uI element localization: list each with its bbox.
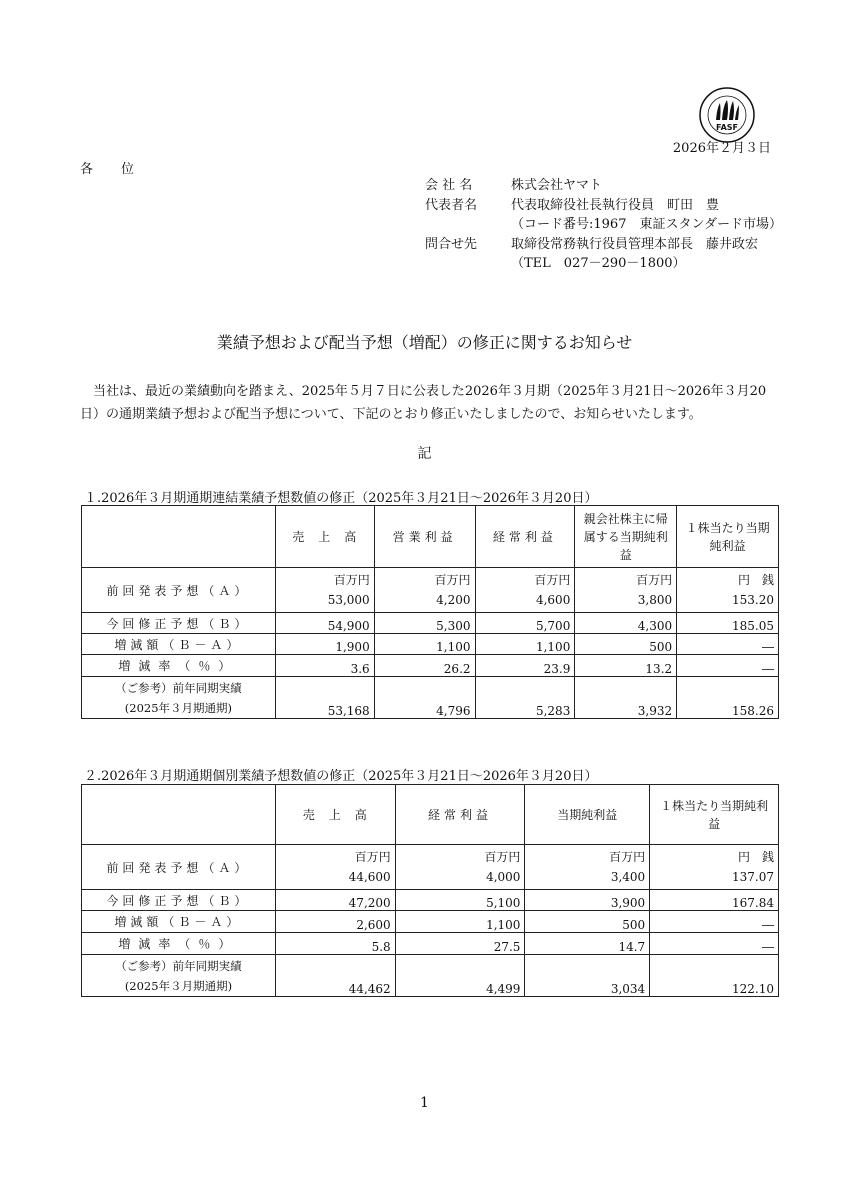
- header-col: 経常利益: [395, 785, 525, 845]
- info-label: [425, 254, 511, 274]
- unit-label: 百万円: [434, 573, 471, 587]
- document-date: 2026年２月３日: [672, 141, 771, 156]
- row-label: 増減額（Ｂ－Ａ）: [82, 634, 276, 655]
- cell-value: 5,100: [395, 890, 525, 911]
- cell-value: 167.84: [650, 890, 779, 911]
- cell-value: 23.9: [475, 655, 575, 677]
- row-label: （ご参考）前年同期実績: [115, 680, 242, 695]
- company-info: [425, 176, 782, 274]
- table-row: [82, 933, 779, 955]
- cell-value: 1,100: [395, 911, 525, 933]
- row-label: 今回修正予想（Ｂ）: [82, 613, 276, 634]
- page-number: 1: [420, 1095, 429, 1111]
- cell-value: 1,100: [475, 634, 575, 655]
- unit-label: 円 銭: [737, 850, 774, 864]
- individual-forecast-table: [81, 784, 779, 997]
- table-header-row: [82, 785, 779, 845]
- table-row: [82, 655, 779, 677]
- cell-value: 3.6: [275, 655, 374, 677]
- cell-value: ―: [650, 911, 779, 933]
- header-col: 売 上 高: [275, 506, 374, 568]
- cell-value: ―: [677, 634, 779, 655]
- table-row: [82, 890, 779, 911]
- unit-label: 百万円: [534, 573, 571, 587]
- cell-value: 53,168: [275, 677, 374, 719]
- header-blank: [82, 785, 276, 845]
- cell-value: 4,796: [374, 677, 475, 719]
- ki-marker: 記: [417, 446, 432, 462]
- cell-value: 5,300: [374, 613, 475, 634]
- row-label: 増減額（Ｂ－Ａ）: [82, 911, 276, 933]
- cell-value: ―: [650, 933, 779, 955]
- fasf-logo: [698, 86, 756, 144]
- table-cell: [575, 568, 677, 613]
- table-cell: [677, 568, 779, 613]
- info-label: 会 社 名: [425, 178, 473, 193]
- cell-value: 5.8: [275, 933, 395, 955]
- row-label: 前回発表予想（Ａ）: [82, 845, 276, 890]
- section1-heading: １.2026年３月期通期連結業績予想数値の修正（2025年３月21日～2026年３月20日）: [84, 491, 598, 506]
- table-cell: [374, 568, 475, 613]
- info-label: [425, 215, 511, 235]
- cell-value: 47,200: [275, 890, 395, 911]
- cell-value: 137.07: [732, 870, 774, 884]
- cell-value: 14.7: [525, 933, 650, 955]
- cell-value: 54,900: [275, 613, 374, 634]
- cell-value: 3,932: [575, 677, 677, 719]
- cell-value: 1,900: [275, 634, 374, 655]
- row-label: 増減率（％）: [82, 655, 276, 677]
- addressee-char-2: 位: [121, 162, 135, 177]
- table-row: [82, 568, 779, 613]
- cell-value: 500: [525, 911, 650, 933]
- header-col: １株当たり当期純利益: [677, 506, 779, 568]
- header-col: 経常利益: [475, 506, 575, 568]
- table-row: [82, 955, 779, 997]
- document-title: 業績予想および配当予想（増配）の修正に関するお知らせ: [216, 333, 633, 352]
- cell-value: 13.2: [575, 655, 677, 677]
- cell-value: 122.10: [650, 955, 779, 997]
- cell-value: 3,034: [525, 955, 650, 997]
- cell-value: 158.26: [677, 677, 779, 719]
- intro-paragraph: [80, 380, 780, 426]
- info-value: （コード番号:1967 東証スタンダード市場）: [511, 217, 782, 232]
- cell-value: 27.5: [395, 933, 525, 955]
- info-value: 株式会社ヤマト: [511, 178, 603, 193]
- table-cell: [275, 845, 395, 890]
- table-row: [82, 634, 779, 655]
- table-cell: [475, 568, 575, 613]
- cell-value: 4,200: [436, 593, 471, 607]
- cell-value: ―: [677, 655, 779, 677]
- header-col: 営業利益: [374, 506, 475, 568]
- table-row: [82, 613, 779, 634]
- cell-value: 500: [575, 634, 677, 655]
- consolidated-forecast-table: [81, 505, 779, 719]
- unit-label: 百万円: [609, 850, 646, 864]
- table-row: [82, 845, 779, 890]
- info-value: （TEL 027－290－1800）: [511, 256, 686, 271]
- svg-text:FASF: FASF: [716, 123, 738, 132]
- header-blank: [82, 506, 276, 568]
- addressee: [80, 158, 134, 177]
- table-row: [82, 677, 779, 719]
- cell-value: 4,000: [486, 870, 521, 884]
- addressee-char-1: 各: [80, 162, 94, 177]
- info-label: 代表者名: [425, 197, 478, 213]
- header-col: 当期純利益: [525, 785, 650, 845]
- cell-value: 3,900: [525, 890, 650, 911]
- table-cell: [395, 845, 525, 890]
- header-col: １株当たり当期純利益: [650, 785, 779, 845]
- table-row: [82, 911, 779, 933]
- row-label: （ご参考）前年同期実績: [115, 958, 242, 973]
- unit-label: 百万円: [333, 573, 370, 587]
- cell-value: 1,100: [374, 634, 475, 655]
- unit-label: 百万円: [354, 850, 391, 864]
- info-label: 問合せ先: [425, 236, 478, 252]
- table-header-row: [82, 506, 779, 568]
- cell-value: 53,000: [327, 593, 370, 607]
- cell-value: 44,600: [348, 870, 391, 884]
- row-label-reference: [82, 677, 276, 719]
- row-label-sub: (2025年３月期通期): [124, 700, 233, 715]
- table-cell: [525, 845, 650, 890]
- cell-value: 4,499: [395, 955, 525, 997]
- cell-value: 26.2: [374, 655, 475, 677]
- cell-value: 5,283: [475, 677, 575, 719]
- row-label-reference: [82, 955, 276, 997]
- table-cell: [650, 845, 779, 890]
- table-cell: [275, 568, 374, 613]
- row-label: 前回発表予想（Ａ）: [82, 568, 276, 613]
- row-label: 今回修正予想（Ｂ）: [82, 890, 276, 911]
- cell-value: 4,600: [535, 593, 571, 607]
- cell-value: 2,600: [275, 911, 395, 933]
- cell-value: 185.05: [677, 613, 779, 634]
- info-value: 取締役常務執行役員管理本部長 藤井政宏: [511, 236, 759, 252]
- cell-value: 3,800: [637, 593, 673, 607]
- header-col: 売 上 高: [275, 785, 395, 845]
- info-value: 代表取締役社長執行役員 町田 豊: [511, 197, 720, 213]
- unit-label: 百万円: [484, 850, 521, 864]
- unit-label: 円 銭: [737, 573, 774, 587]
- cell-value: 4,300: [575, 613, 677, 634]
- row-label: 増減率（％）: [82, 933, 276, 955]
- cell-value: 44,462: [275, 955, 395, 997]
- row-label-sub: (2025年３月期通期): [124, 978, 233, 993]
- intro-text: 当社は、最近の業績動向を踏まえ、2025年５月７日に公表した2026年３月期（2025年３月21日～2026年３月20日）の通期業績予想および配当予想について、下記のとおり修正いたしましたので、お知らせいたします。: [80, 384, 767, 422]
- cell-value: 153.20: [732, 593, 774, 607]
- cell-value: 3,400: [610, 870, 646, 884]
- section2-heading: ２.2026年３月期通期個別業績予想数値の修正（2025年３月21日～2026年３月20日）: [84, 769, 598, 784]
- header-col: 親会社株主に帰属する当期純利益: [575, 506, 677, 568]
- cell-value: 5,700: [475, 613, 575, 634]
- unit-label: 百万円: [636, 573, 673, 587]
